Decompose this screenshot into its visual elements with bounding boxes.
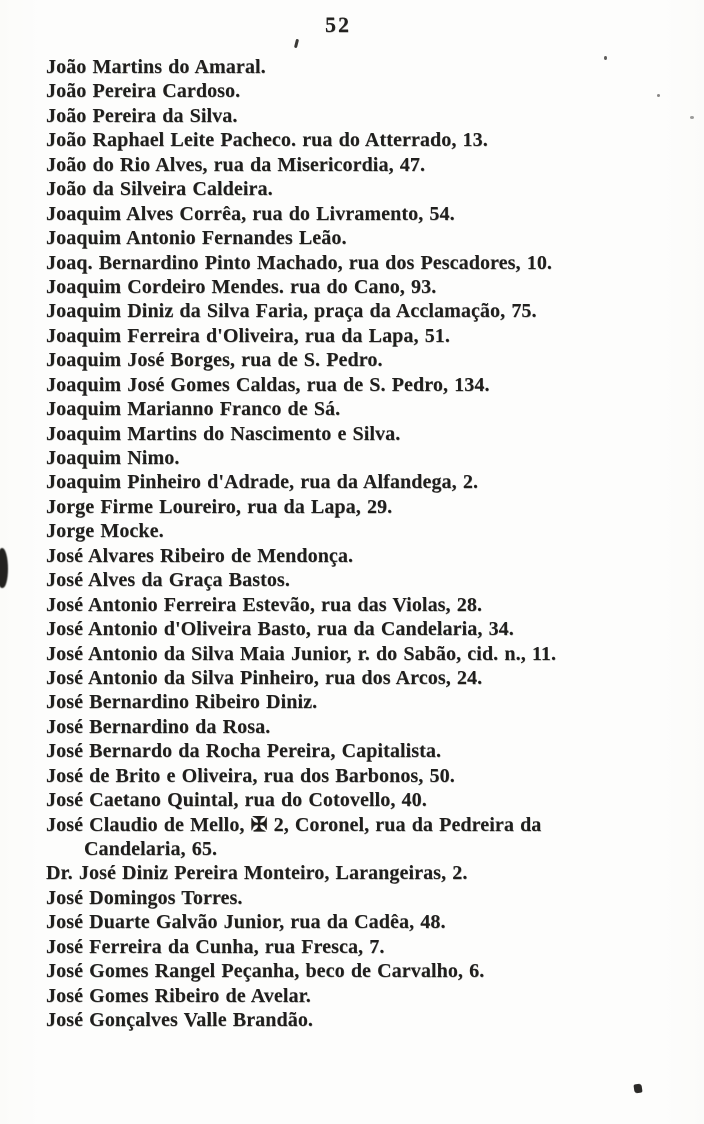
directory-entry: José Gomes Rangel Peçanha, beco de Carvalho, 6. <box>46 960 485 983</box>
directory-entry: José Antonio d'Oliveira Basto, rua da Candelaria, 34. <box>46 618 514 641</box>
directory-entry: Joaquim Alves Corrêa, rua do Livramento, 54. <box>46 202 455 225</box>
directory-entry: Joaquim Antonio Fernandes Leão. <box>46 227 347 250</box>
directory-entry: João Pereira da Silva. <box>46 104 238 127</box>
directory-entry: Joaquim Pinheiro d'Adrade, rua da Alfandega, 2. <box>46 471 479 494</box>
directory-entry: José Caetano Quintal, rua do Cotovello, 40. <box>46 789 427 812</box>
directory-entry: Joaquim Cordeiro Mendes. rua do Cano, 93. <box>46 275 437 298</box>
directory-entry: José Bernardino Ribeiro Diniz. <box>46 691 318 714</box>
directory-entry: José Bernardino da Rosa. <box>46 715 271 738</box>
directory-entry: José Duarte Galvão Junior, rua da Cadêa, 48. <box>46 911 446 934</box>
directory-entry: José Gonçalves Valle Brandão. <box>46 1009 314 1032</box>
directory-entry: José Alves da Graça Bastos. <box>46 569 290 592</box>
directory-entry: José Domingos Torres. <box>46 886 243 909</box>
directory-entry: Jorge Firme Loureiro, rua da Lapa, 29. <box>46 495 393 518</box>
directory-entry: José Antonio Ferreira Estevão, rua das Violas, 28. <box>46 593 483 616</box>
directory-entry: Dr. José Diniz Pereira Monteiro, Larangeiras, 2. <box>46 862 468 885</box>
directory-entry: Joaquim Diniz da Silva Faria, praça da Acclamação, 75. <box>46 300 537 323</box>
directory-entry: José Alvares Ribeiro de Mendonça. <box>46 544 354 567</box>
directory-entry: José Ferreira da Cunha, rua Fresca, 7. <box>46 935 385 958</box>
directory-entry: João do Rio Alves, rua da Misericordia, 47. <box>46 153 426 176</box>
directory-entry: João Pereira Cardoso. <box>46 80 241 103</box>
directory-entry-continuation: Candelaria, 65. <box>84 838 218 860</box>
page-number: 52 <box>325 12 351 37</box>
directory-entry: Joaquim Marianno Franco de Sá. <box>46 398 341 421</box>
directory-entry: Joaquim Nimo. <box>46 447 180 469</box>
directory-entry: João Raphael Leite Pacheco. rua do Atterrado, 13. <box>46 129 488 152</box>
directory-entry: Joaquim José Gomes Caldas, rua de S. Pedro, 134. <box>46 373 490 396</box>
directory-entry: Joaquim Martins do Nascimento e Silva. <box>46 422 401 445</box>
directory-entry: José Antonio da Silva Pinheiro, rua dos Arcos, 24. <box>46 666 483 689</box>
directory-entry: José Antonio da Silva Maia Junior, r. do Sabão, cid. n., 11. <box>46 642 557 665</box>
ink-speck-right-edge <box>690 116 694 119</box>
directory-entry: João da Silveira Caldeira. <box>46 178 273 201</box>
directory-entry: Joaquim José Borges, rua de S. Pedro. <box>46 349 383 372</box>
directory-entry: Jorge Mocke. <box>46 520 164 543</box>
directory-entry: José de Brito e Oliveira, rua dos Barbonos, 50. <box>46 764 455 787</box>
directory-entry: João Martins do Amaral. <box>46 56 266 78</box>
ink-blob-left-margin <box>0 548 8 588</box>
directory-entry: Joaq. Bernardino Pinto Machado, rua dos Pescadores, 10. <box>46 251 553 274</box>
directory-entry: José Gomes Ribeiro de Avelar. <box>46 984 311 1007</box>
directory-entry: José Bernardo da Rocha Pereira, Capitalista. <box>46 740 442 763</box>
directory-list <box>46 55 674 1033</box>
directory-entry: Joaquim Ferreira d'Oliveira, rua da Lapa, 51. <box>46 324 451 347</box>
directory-entry: José Claudio de Mello, ✠ 2, Coronel, rua da Pedreira da <box>46 813 542 836</box>
ink-tick-below-page-number <box>294 39 299 48</box>
ink-speck-bottom-right <box>633 1083 642 1093</box>
